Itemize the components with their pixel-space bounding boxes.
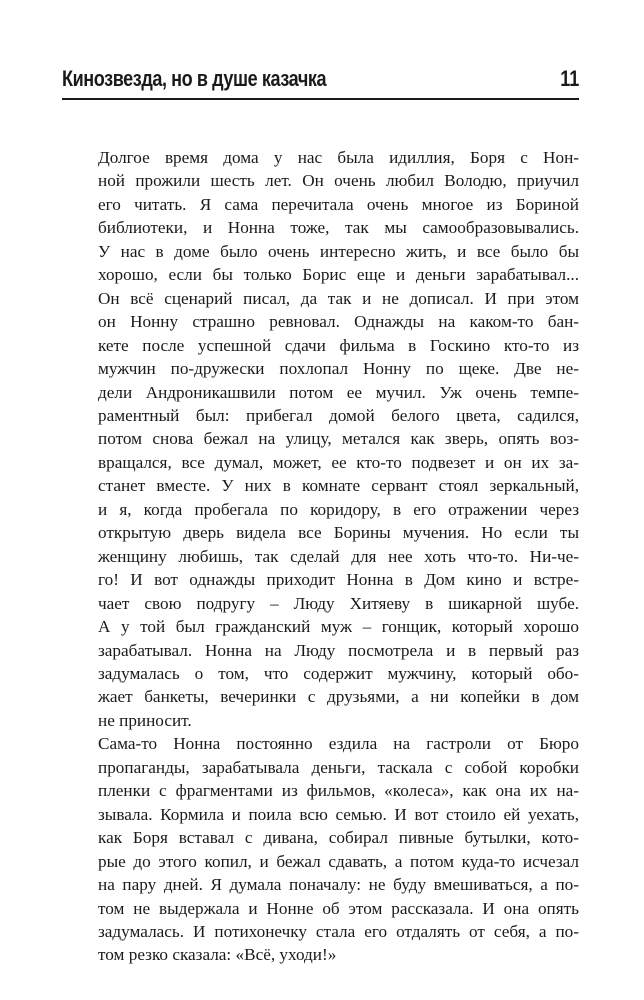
text-line: Сама-то Нонна постоянно ездила на гастроли от Бюро — [98, 734, 579, 754]
text-line: хорошо, если бы только Борис еще и деньги зарабатывал... — [98, 265, 579, 285]
text-line: дели Андроникашвили потом ее мучил. Уж очень темпе- — [98, 382, 579, 402]
text-line: жает банкеты, вечеринки с друзьями, а ни копейки в дом — [98, 687, 579, 707]
running-title: Кинозвезда, но в душе казачка — [62, 66, 327, 91]
text-line: не приносит. — [98, 710, 192, 730]
text-line: кете после успешной сдачи фильма в Госкино кто-то из — [98, 335, 579, 355]
text-line: на пару дней. Я думала поначалу: не буду вмешиваться, а по- — [98, 875, 579, 895]
text-line: Долгое время дома у нас была идиллия, Боря с Нон- — [98, 148, 579, 167]
text-line: мужчин по-дружески похлопал Нонну по щеке. Две не- — [98, 359, 579, 379]
text-line: как Боря вставал с дивана, собирал пивные бутылки, кото- — [98, 828, 579, 848]
text-line: том не выдержала и Нонне об этом рассказала. И она опять — [98, 898, 579, 918]
text-line: станет вместе. У них в комнате сервант стоял зеркальный, — [98, 476, 579, 496]
text-body — [62, 146, 579, 967]
text-line: пропаганды, зарабатывала деньги, таскала с собой коробки — [98, 757, 579, 777]
text-line: женщину любишь, так сделай для нее хоть что-то. Ни-че- — [98, 546, 579, 566]
header-rule — [62, 98, 579, 100]
text-line: чает свою подругу – Люду Хитяеву в шикарной шубе. — [98, 593, 579, 613]
text-line: зарабатывал. Нонна на Люду посмотрела и в первый раз — [98, 640, 579, 660]
text-line: задумалась о том, что содержит мужчину, который обо- — [98, 663, 579, 683]
text-line: У нас в доме было очень интересно жить, и все было бы — [98, 241, 579, 261]
text-line: библиотеки, и Нонна тоже, так мы самообразовывались. — [98, 218, 579, 238]
text-line: го! И вот однажды приходит Нонна в Дом кино и встре- — [98, 570, 579, 590]
running-header — [62, 60, 579, 100]
text-line: раментный был: прибегал домой белого цвета, садился, — [98, 405, 579, 425]
text-line: рые до этого копил, и бежал сдавать, а потом куда-то исчезал — [98, 851, 579, 871]
text-line: и я, когда пробегала по коридору, в его отражении через — [98, 499, 579, 519]
page-number: 11 — [559, 66, 579, 91]
text-line: задумалась. И потихонечку стала его отдалять от себя, а по- — [98, 921, 579, 941]
text-line: том резко сказала: «Всё, уходи!» — [98, 945, 337, 965]
text-line: его читать. Я сама перечитала очень многое из Бориной — [98, 194, 579, 214]
text-line: вращался, все думал, может, ее кто-то подвезет и он их за- — [98, 452, 579, 472]
text-line: зывала. Кормила и поила всю семью. И вот стоило ей уехать, — [98, 804, 579, 824]
text-line: потом снова бежал на улицу, метался как зверь, опять воз- — [98, 429, 579, 449]
text-line: пленки с фрагментами из фильмов, «колеса», как она их на- — [98, 781, 579, 801]
text-line: открытую дверь видела все Борины мучения. Но если ты — [98, 523, 579, 543]
text-line: он Нонну страшно ревновал. Однажды на каком-то бан- — [98, 312, 579, 332]
paragraph — [62, 146, 579, 732]
text-line: Он всё сценарий писал, да так и не дописал. И при этом — [98, 288, 579, 308]
text-line: А у той был гражданский муж – гонщик, который хорошо — [98, 617, 579, 637]
paragraph — [62, 732, 579, 967]
text-line: ной прожили шесть лет. Он очень любил Володю, приучил — [98, 171, 579, 191]
